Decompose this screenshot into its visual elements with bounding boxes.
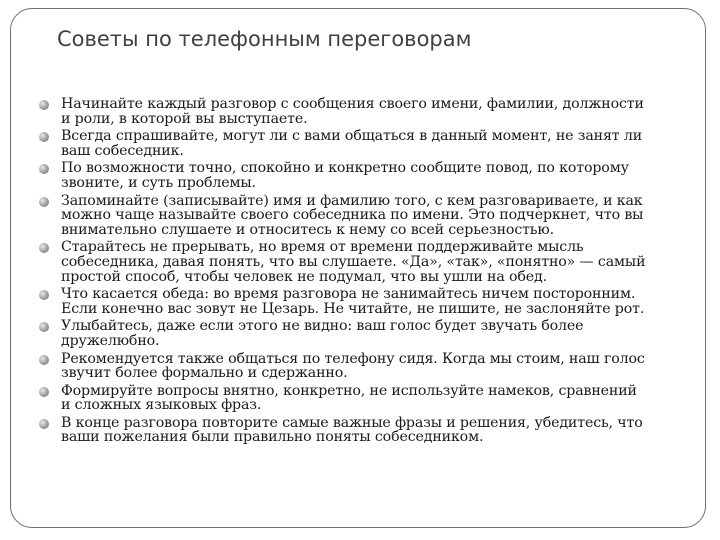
slide-frame: [10, 8, 706, 528]
bullet-dot-icon: [39, 419, 49, 429]
bullet-list: [39, 97, 707, 448]
bullet-dot-icon: [39, 290, 49, 300]
bullet-text-line: звучит более формально и сдержанно.: [61, 365, 348, 382]
bullet-dot-icon: [39, 355, 49, 365]
bullet-item: [39, 194, 707, 238]
bullet-text-line: собеседника, давая понять, что вы слушаете. «Да», «так», «понятно» — самый: [61, 253, 646, 270]
bullet-item: [39, 287, 707, 316]
bullet-item: [39, 319, 707, 348]
bullet-text-line: можно чаще называйте своего собеседника по имени. Это подчеркнет, что вы: [61, 207, 644, 224]
bullet-text-line: В конце разговора повторите самые важные фразы и решения, убедитесь, что: [61, 414, 643, 431]
bullet-item: [39, 97, 707, 126]
bullet-text-line: По возможности точно, спокойно и конкретно сообщите повод, по которому: [61, 160, 629, 177]
bullet-text-line: Рекомендуется также общаться по телефону сидя. Когда мы стоим, наш голос: [61, 350, 645, 367]
bullet-dot-icon: [39, 387, 49, 397]
bullet-item: [39, 161, 707, 190]
bullet-text-line: Формируйте вопросы внятно, конкретно, не используйте намеков, сравнений: [61, 382, 637, 399]
bullet-dot-icon: [39, 132, 49, 142]
bullet-text-line: дружелюбно.: [61, 332, 160, 349]
bullet-text-line: Всегда спрашивайте, могут ли с вами общаться в данный момент, не занят ли: [61, 128, 643, 145]
bullet-text-line: Улыбайтесь, даже если этого не видно: ваш голос будет звучать более: [61, 318, 584, 335]
bullet-item: [39, 240, 707, 284]
bullet-item: [39, 384, 707, 413]
bullet-text-line: и сложных языковых фраз.: [61, 397, 262, 414]
bullet-text-line: Что касается обеда: во время разговора не занимайтесь ничем посторонним.: [61, 286, 636, 303]
bullet-text-line: внимательно слушаете и относитесь к нему со всей серьезностью.: [61, 221, 554, 238]
bullet-dot-icon: [39, 322, 49, 332]
bullet-dot-icon: [39, 197, 49, 207]
bullet-text-line: Запоминайте (записывайте) имя и фамилию того, с кем разговариваете, и как: [61, 192, 643, 209]
bullet-item: [39, 352, 707, 381]
bullet-item: [39, 416, 707, 445]
bullet-item: [39, 129, 707, 158]
bullet-text-line: Начинайте каждый разговор с сообщения своего имени, фамилии, должности: [61, 96, 644, 112]
bullet-dot-icon: [39, 164, 49, 174]
bullet-text-line: Если конечно вас зовут не Цезарь. Не читайте, не пишите, не заслоняйте рот.: [61, 300, 645, 317]
bullet-text-line: ваш собеседник.: [61, 142, 184, 159]
bullet-dot-icon: [39, 243, 49, 253]
bullet-text-line: Старайтесь не прерывать, но время от времени поддерживайте мысль: [61, 239, 584, 256]
bullet-text-line: звоните, и суть проблемы.: [61, 174, 256, 191]
bullet-text-line: и роли, в которой вы выступаете.: [61, 110, 308, 127]
bullet-dot-icon: [39, 100, 49, 110]
bullet-text-line: простой способ, чтобы человек не подумал, что вы ушли на обед.: [61, 268, 547, 285]
slide-title: Советы по телефонным переговорам: [57, 27, 472, 51]
bullet-text-line: ваши пожелания были правильно поняты собеседником.: [61, 429, 484, 446]
